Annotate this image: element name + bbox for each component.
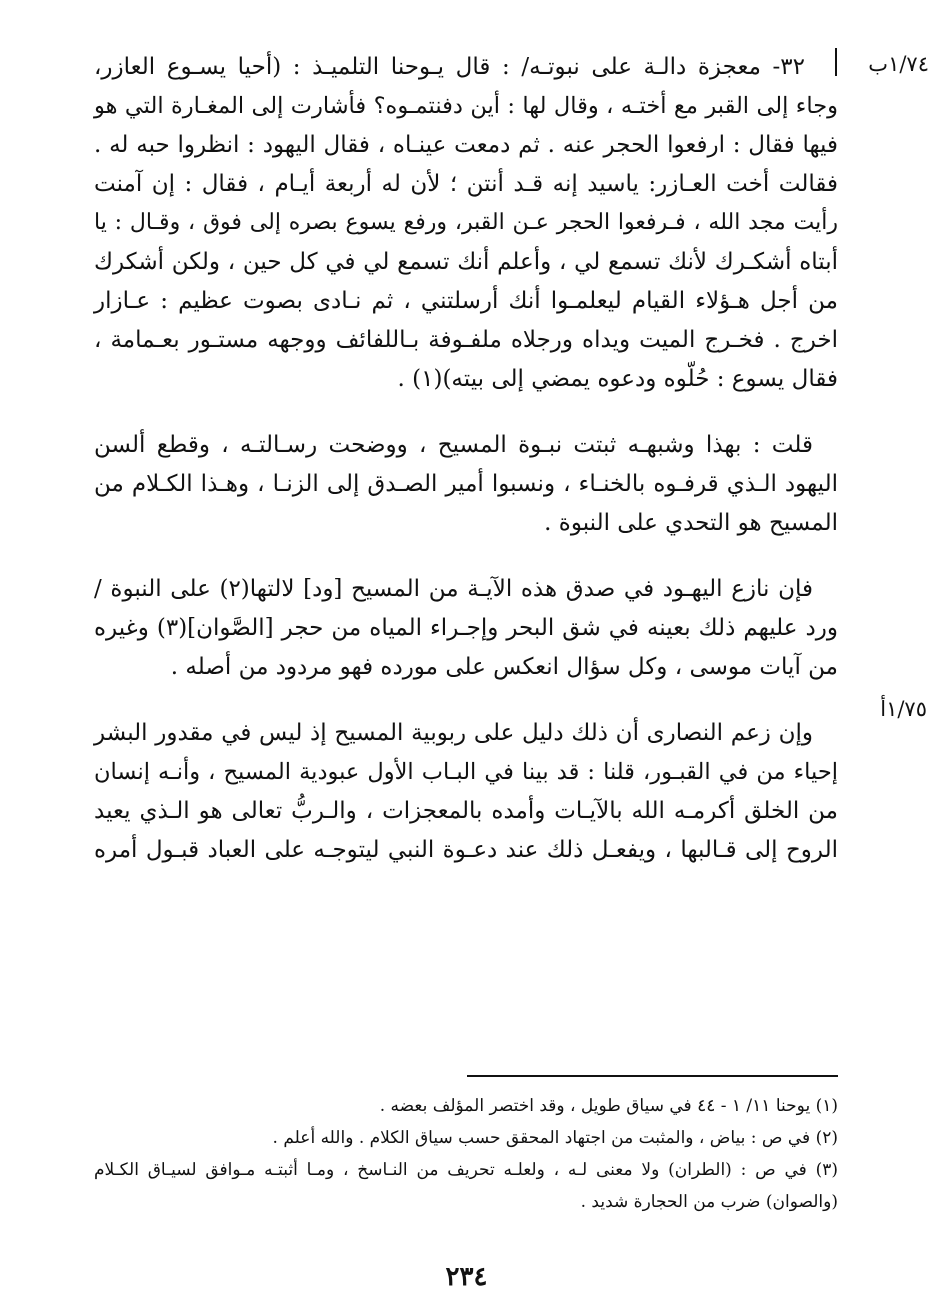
margin-folio-note-middle: ١/٧٥أ (880, 697, 927, 721)
footnote: (٢) في ص : بياض ، والمثبت من اجتهاد المحقق حسب سياق الكلام . والله أعلم . (272, 1128, 838, 1148)
text-line: الروح إلى قـالبها ، ويفعـل ذلك عند دعـوة النبي ليتوجـه على العباد قبـول أمره (94, 837, 838, 863)
text-line: رأيت مجد الله ، فـرفعوا الحجر عـن القبر، ورفع يسوع بصره إلى فوق ، وقـال : يا (94, 210, 838, 235)
text-line: اخرج . فخـرج الميت ويداه ورجلاه ملفـوفة بـاللفائف ووجهه مستـور بعـمامة ، (94, 327, 838, 353)
text-line: وجاء إلى القبر مع أختـه ، وقال لها : أين دفنتمـوه؟ فأشارت إلى المغـارة التي هو (94, 93, 838, 119)
text-line: اليهود الـذي قرفـوه بالخنـاء ، ونسبوا أمير الصـدق إلى الزنـا ، وهـذا الكـلام من (94, 471, 838, 497)
text-line: إحياء من في القبـور، قلنا : قد بينا في البـاب الأول عبودية المسيح ، وأنـه إنسان (94, 759, 838, 785)
text-line: وإن زعم النصارى أن ذلك دليل على ربوبية المسيح إذ ليس في مقدور البشر (94, 720, 813, 746)
footnote: (١) يوحنا ١١/ ١ - ٤٤ في سياق طويل ، وقد اختصر المؤلف بعضه . (379, 1096, 838, 1116)
text-line: ورد عليهم ذلك بعينه في شق البحر وإجـراء المياه من حجر [الصَّوان](٣) وغيره (94, 615, 839, 641)
text-line: ٣٢- معجزة دالـة على نبوتـه/ : قال يـوحنا التلميـذ : (أحيا يسـوع العازر، (94, 54, 805, 80)
text-line: من آيات موسى ، وكل سؤال انعكس على مورده فهو مردود من أصله . (170, 654, 838, 680)
text-line: أبتاه أشكـرك لأنك تسمع لي ، وأعلم أنك تسمع لي في كل حين ، ولكن أشكرك (94, 249, 838, 275)
text-line: من أجل هـؤلاء القيام ليعلمـوا أنك أرسلتني ، ثم نـادى بصوت عظيم : عـازار (94, 288, 838, 314)
text-line: من الخلق أكرمـه الله بالآيـات وأمده بالمعجزات ، والـربُّ تعالى هو الـذي يعيد (94, 798, 838, 824)
text-line: فقال يسوع : حُلّوه ودعوه يمضي إلى بيته)(١) . (397, 366, 838, 392)
margin-folio-note-top: ١/٧٤ب (868, 52, 929, 76)
margin-bar (835, 48, 837, 76)
text-line: قلت : بهذا وشبهـه ثبتت نبـوة المسيح ، ووضحت رسـالتـه ، وقطع ألسن (94, 432, 813, 458)
text-line: فيها فقال : ارفعوا الحجر عنه . ثم دمعت عينـاه ، فقال اليهود : انظروا حبه له . (94, 132, 838, 158)
footnote-divider (467, 1075, 838, 1077)
footnote: (٣) في ص : (الطران) ولا معنى لـه ، ولعلـه تحريف من النـاسخ ، ومـا أثبتـه مـوافق لسيـاق الكـلام (94, 1160, 838, 1180)
page-number: ٢٣٤ (445, 1262, 488, 1292)
text-line: فقالت أخت العـازر: ياسيد إنه قـد أنتن ؛ لأن له أربعة أيـام ، فقال : إن آمنت (94, 171, 838, 197)
text-line: المسيح هو التحدي على النبوة . (544, 510, 838, 536)
footnote: (والصوان) ضرب من الحجارة شديد . (580, 1192, 838, 1212)
text-line: فإن نازع اليهـود في صدق هذه الآيـة من المسيح [ود] لالتها(٢) على النبوة / (94, 576, 813, 602)
